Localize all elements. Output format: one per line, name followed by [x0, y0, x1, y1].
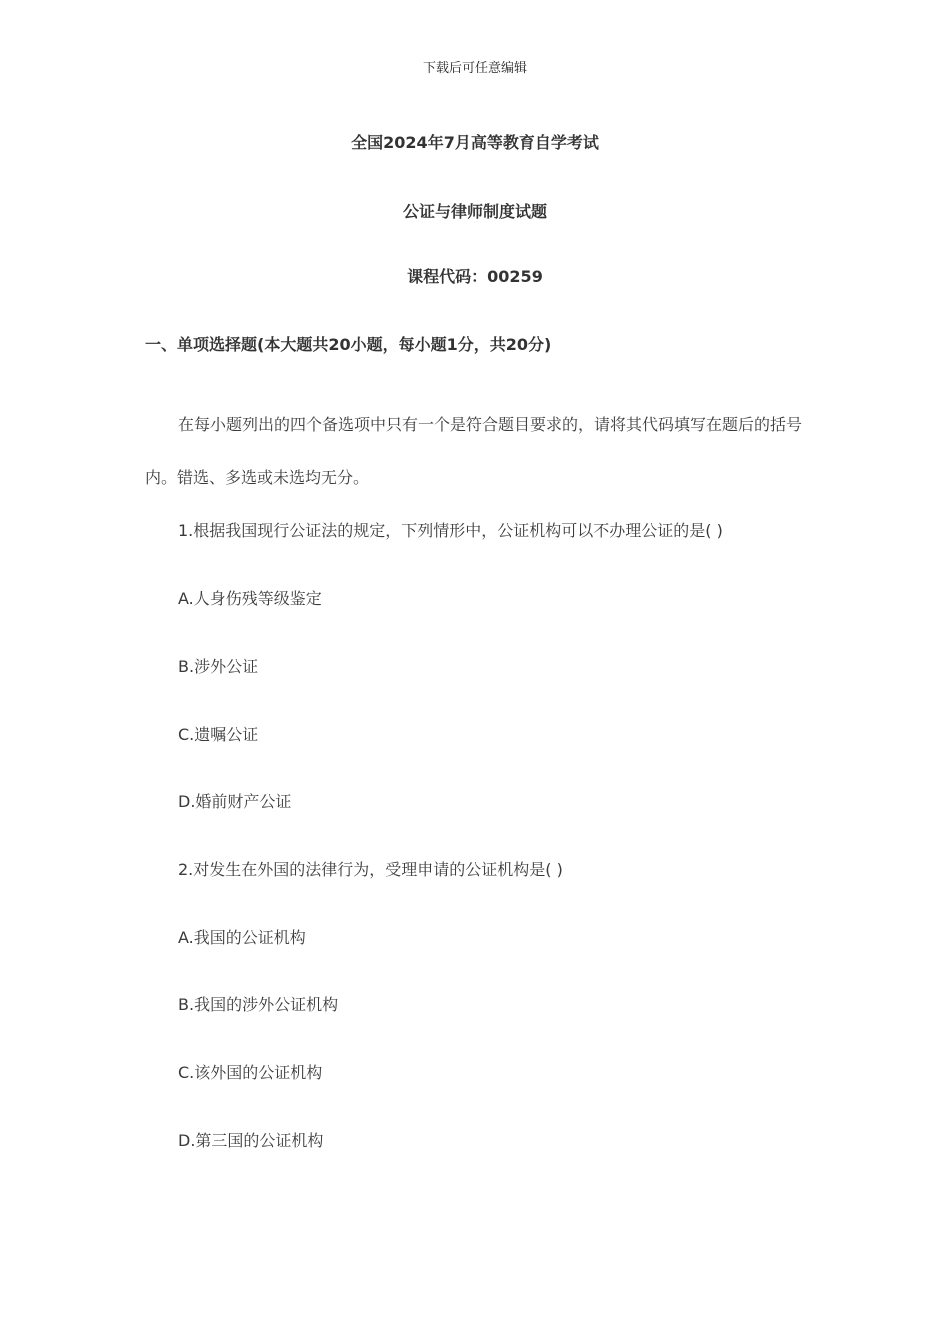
course-code: 课程代码：00259	[407, 267, 543, 286]
question-2-option-b: B.我国的涉外公证机构	[178, 995, 339, 1014]
question-1-text: 1.根据我国现行公证法的规定，下列情形中，公证机构可以不办理公证的是( )	[178, 521, 723, 540]
question-1-option-a: A.人身伤残等级鉴定	[178, 589, 322, 608]
section-heading: 一、单项选择题(本大题共20小题，每小题1分，共20分)	[145, 335, 552, 354]
exam-title: 全国2024年7月高等教育自学考试	[351, 133, 599, 152]
question-1-option-b: B.涉外公证	[178, 657, 259, 676]
question-2-option-c: C.该外国的公证机构	[178, 1063, 323, 1082]
section-instructions: 在每小题列出的四个备选项中只有一个是符合题目要求的，请将其代码填写在题后的括号内。错选、多选或未选均无分。	[145, 415, 803, 487]
subject-title: 公证与律师制度试题	[402, 202, 547, 221]
question-1-option-c: C.遗嘱公证	[178, 725, 259, 744]
question-2-option-a: A.我国的公证机构	[178, 928, 306, 947]
header-note: 下载后可任意编辑	[422, 61, 527, 76]
question-1-option-d: D.婚前财产公证	[178, 792, 292, 811]
question-2-option-d: D.第三国的公证机构	[178, 1131, 324, 1150]
question-2-text: 2.对发生在外国的法律行为，受理申请的公证机构是( )	[178, 860, 563, 879]
